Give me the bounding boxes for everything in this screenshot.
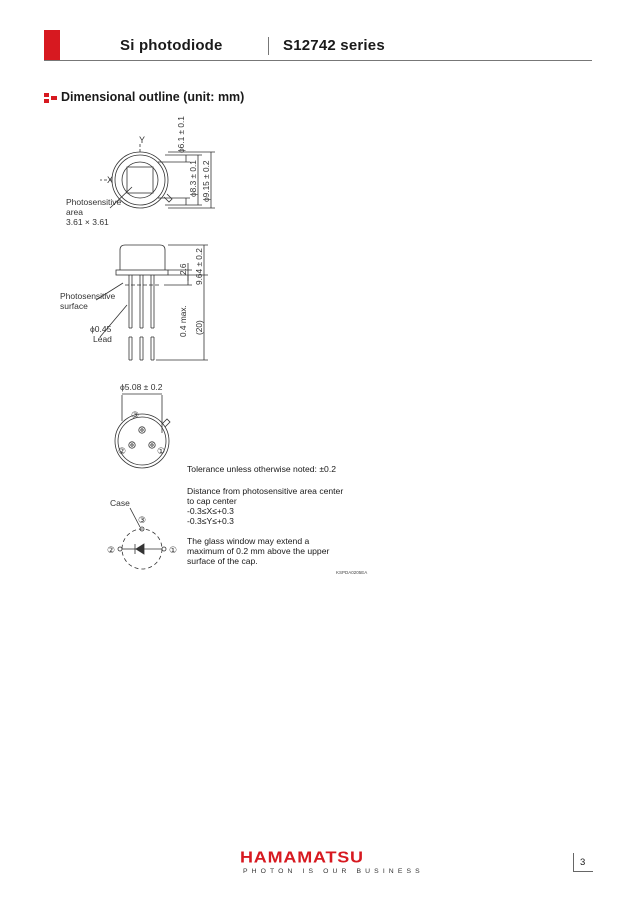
header-series: S12742 series (283, 37, 385, 54)
header-rule (44, 60, 592, 61)
section-marker-icon (44, 93, 58, 103)
header-separator (268, 37, 269, 55)
schematic-pin-2: ② (107, 545, 116, 555)
note-distance-line1: Distance from photosensitive area center (187, 486, 344, 496)
dim-lead-length: (20) (194, 320, 204, 335)
axis-y-label: Y (139, 135, 146, 145)
bottom-pin-3: ③ (131, 410, 140, 420)
dim-cap: ϕ8.3 ± 0.1 (188, 160, 198, 197)
photosensitive-area-label-2: area (66, 207, 84, 217)
bottom-view (115, 382, 170, 468)
schematic-pin-1: ① (169, 545, 178, 555)
top-view (66, 116, 215, 227)
case-label: Case (110, 498, 130, 508)
dim-flange: ϕ9.15 ± 0.2 (201, 160, 211, 202)
note-tolerance: Tolerance unless otherwise noted: ±0.2 (187, 464, 336, 474)
lead-label: Lead (93, 334, 112, 344)
pitch-dimension: ϕ5.08 ± 0.2 (120, 382, 163, 392)
note-distance-line2: to cap center (187, 496, 237, 506)
note-distance-x: -0.3≤X≤+0.3 (187, 506, 234, 516)
schematic-pin-3: ③ (138, 515, 147, 525)
photosensitive-area-label-1: Photosensitive (66, 197, 122, 207)
bottom-pin-2: ② (118, 446, 127, 456)
header-accent-bar (44, 30, 60, 60)
page-number: 3 (580, 857, 586, 868)
side-view (60, 245, 208, 360)
bottom-pin-1: ① (157, 446, 166, 456)
note-glass-line1: The glass window may extend a (187, 536, 310, 546)
dim-depth: 2.6 (178, 263, 188, 275)
header-product-type: Si photodiode (120, 37, 223, 54)
document-code: KSPDA0205EA (336, 570, 368, 575)
hamamatsu-logo: HAMAMATSU (240, 849, 364, 866)
logo-tagline: PHOTON IS OUR BUSINESS (243, 868, 424, 875)
schematic (107, 498, 177, 569)
dim-flange-thickness: 0.4 max. (178, 305, 188, 337)
photosensitive-surface-label-1: Photosensitive (60, 291, 116, 301)
photosensitive-surface-label-2: surface (60, 301, 88, 311)
note-glass-line3: surface of the cap. (187, 556, 258, 566)
lead-diameter: ϕ0.45 (90, 324, 112, 334)
axis-x-label: X (107, 175, 114, 185)
note-distance-y: -0.3≤Y≤+0.3 (187, 516, 234, 526)
section-title: Dimensional outline (unit: mm) (61, 90, 245, 104)
photosensitive-area-size: 3.61 × 3.61 (66, 217, 109, 227)
dim-window: ϕ6.1 ± 0.1 (176, 116, 186, 153)
note-glass-line2: maximum of 0.2 mm above the upper (187, 546, 330, 556)
dim-height: 9.64 ± 0.2 (194, 248, 204, 285)
